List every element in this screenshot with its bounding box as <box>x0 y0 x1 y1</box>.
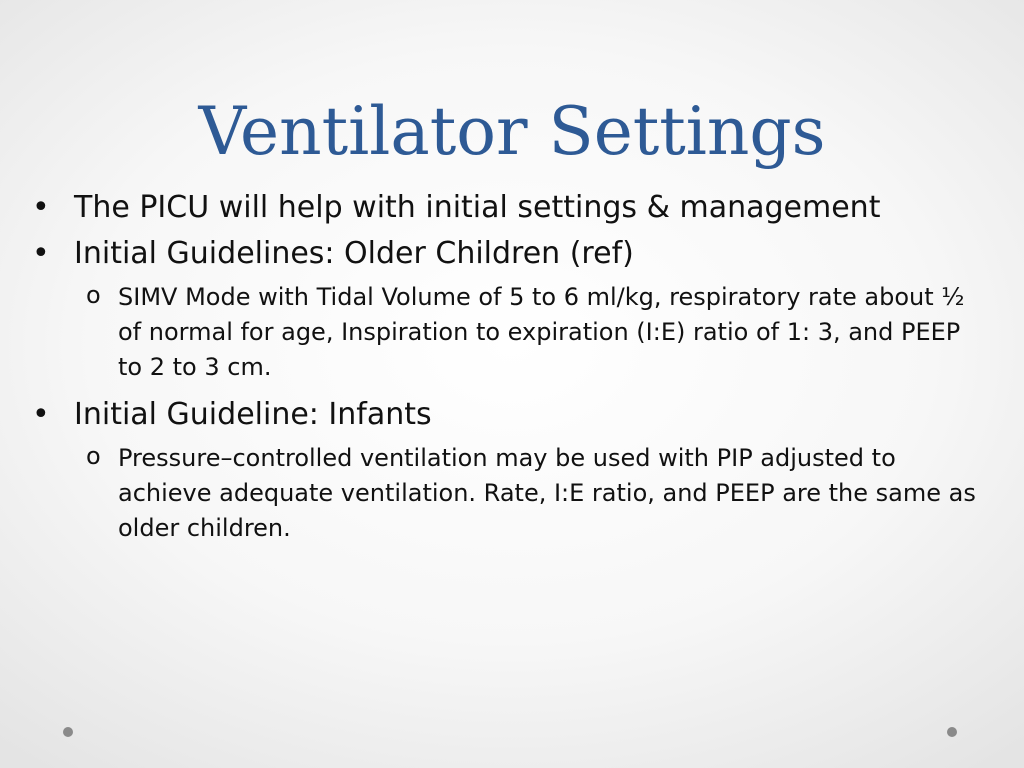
bullet-text: Initial Guidelines: Older Children (ref) <box>74 236 634 271</box>
slide-title: Ventilator Settings <box>198 93 826 170</box>
corner-dot-right <box>947 727 957 737</box>
sub-bullet-marker: o <box>86 442 101 470</box>
bullet-marker: • <box>32 190 50 225</box>
bullet-list <box>30 188 976 556</box>
sub-bullet-marker: o <box>86 281 101 309</box>
bullet-text: Initial Guideline: Infants <box>74 397 432 432</box>
bullet-item-older-children <box>30 234 970 274</box>
sub-bullet-text: SIMV Mode with Tidal Volume of 5 to 6 ml/kg, respiratory rate about ½ of normal for age, Inspiration to expiration (I:E) ratio of 1: 3, and PEEP to 2 to 3 cm. <box>118 283 965 381</box>
bullet-item-picu <box>30 188 970 228</box>
corner-dot-left <box>63 727 73 737</box>
sub-bullet-item-pressure-controlled <box>86 441 978 546</box>
bullet-item-infants <box>30 395 970 435</box>
bullet-marker: • <box>32 397 50 432</box>
sub-bullet-item-simv <box>86 280 978 385</box>
bullet-text: The PICU will help with initial settings & management <box>74 190 881 225</box>
bullet-marker: • <box>32 236 50 271</box>
sub-bullet-text: Pressure–controlled ventilation may be used with PIP adjusted to achieve adequate ventilation. Rate, I:E ratio, and PEEP are the same as older children. <box>118 444 976 542</box>
